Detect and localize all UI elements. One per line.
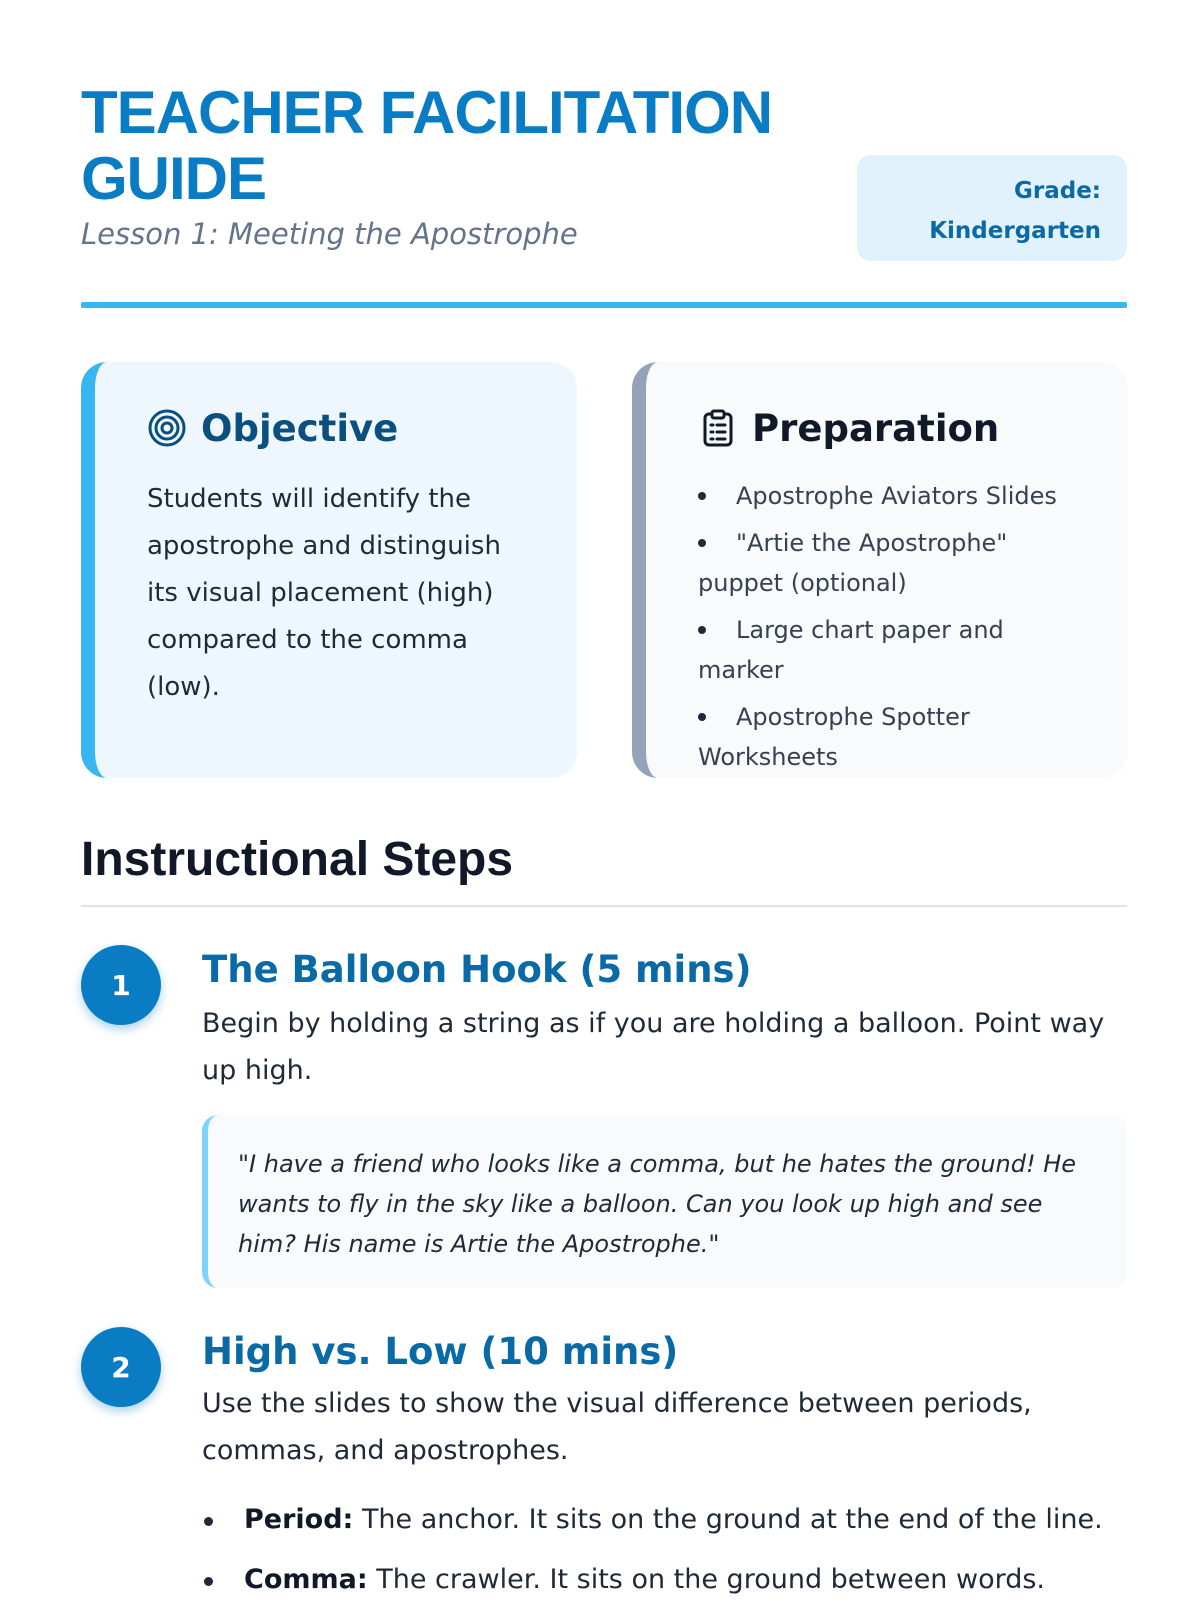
target-icon — [147, 408, 187, 448]
step-number-badge: 2 — [81, 1327, 161, 1407]
list-item: "Artie the Apostrophe" puppet (optional) — [698, 523, 1088, 603]
step-bullets — [202, 1500, 1127, 1620]
list-item: Large chart paper and marker — [698, 610, 1088, 690]
page-title: TEACHER FACILITATION GUIDE — [81, 79, 773, 212]
header-divider — [81, 302, 1127, 308]
grade-value: Kindergarten — [929, 218, 1101, 244]
list-item — [202, 1500, 1127, 1540]
facilitation-guide-page — [81, 0, 1127, 1595]
grade-badge — [857, 155, 1127, 261]
preparation-header — [698, 402, 1088, 454]
step-title: High vs. Low (10 mins) — [202, 1330, 679, 1373]
clipboard-icon — [698, 408, 738, 448]
objective-text: Students will identify the apostrophe and distinguish its visual placement (high) compared to the comma (low). — [147, 484, 501, 702]
list-item: Apostrophe Spotter Worksheets — [698, 697, 1088, 777]
section-title: Instructional Steps — [81, 833, 514, 886]
list-item — [202, 1560, 1127, 1600]
bullet-term: Comma: — [244, 1564, 368, 1595]
preparation-title: Preparation — [752, 406, 1000, 450]
objective-header — [147, 402, 537, 454]
bullet-text: The anchor. It sits on the ground at the end of the line. — [353, 1504, 1103, 1535]
objective-title: Objective — [201, 406, 399, 450]
step-title: The Balloon Hook (5 mins) — [202, 948, 752, 991]
step-description: Use the slides to show the visual difference between periods, commas, and apostrophes. — [202, 1388, 1032, 1466]
list-item: Apostrophe Aviators Slides — [698, 476, 1088, 516]
objective-card — [81, 362, 577, 778]
preparation-list — [698, 476, 1088, 777]
page-header — [81, 0, 1127, 310]
step-quote: "I have a friend who looks like a comma, but he hates the ground! He wants to fly in the sky like a balloon. Can you look up high and see him? His name is Artie the Apostrophe." — [202, 1115, 1127, 1288]
section-divider — [81, 905, 1127, 907]
bullet-term: Period: — [244, 1504, 354, 1535]
lesson-subtitle: Lesson 1: Meeting the Apostrophe — [81, 217, 578, 251]
bullet-text: The crawler. It sits on the ground between words. — [367, 1564, 1046, 1595]
grade-label: Grade: — [1013, 178, 1101, 204]
step-description: Begin by holding a string as if you are holding a balloon. Point way up high. — [202, 1008, 1105, 1086]
preparation-card — [632, 362, 1128, 778]
step-number-badge: 1 — [81, 945, 161, 1025]
